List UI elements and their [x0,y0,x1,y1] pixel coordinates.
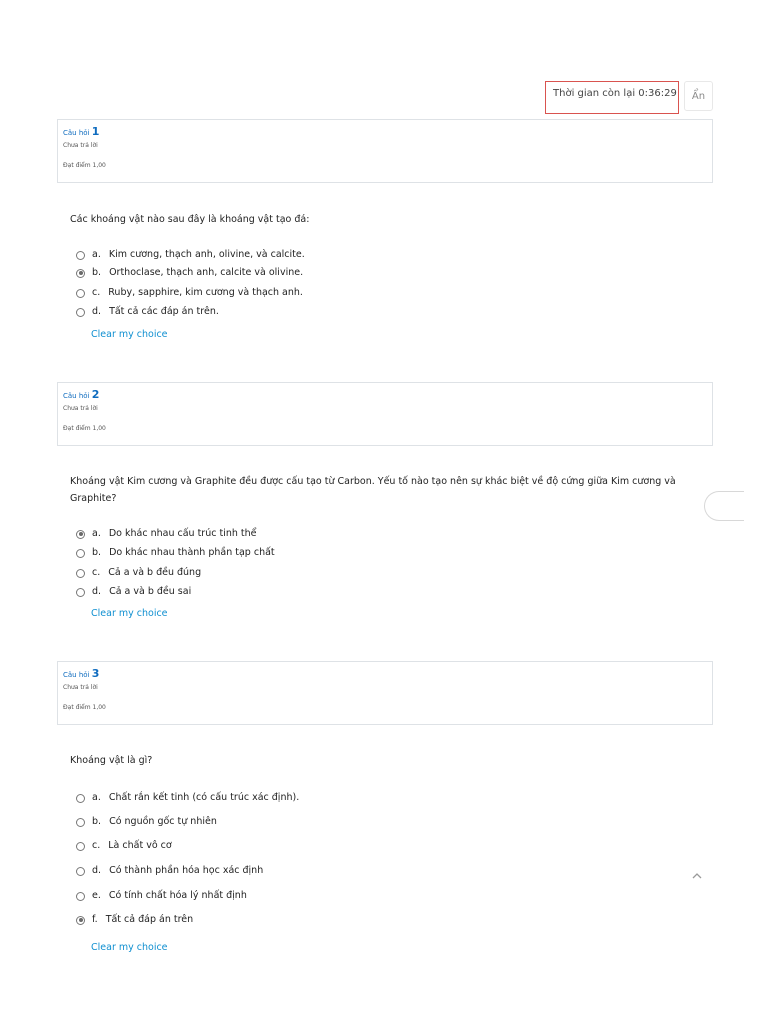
answer-option[interactable]: d. Tất cả các đáp án trên. [76,305,219,319]
question-number: Câu hỏi 1 [63,125,100,138]
answer-option[interactable]: b. Có nguồn gốc tự nhiên [76,815,217,829]
clear-choice-link[interactable]: Clear my choice [91,608,168,619]
question-number: Câu hỏi 3 [63,667,100,680]
radio-button[interactable] [76,269,85,278]
hide-timer-button[interactable]: Ẩn [684,81,713,111]
question-marks: Đạt điểm 1,00 [63,704,106,711]
question-number: Câu hỏi 2 [63,388,100,401]
question-marks: Đạt điểm 1,00 [63,425,106,432]
question-status: Chưa trả lời [63,142,98,149]
radio-button[interactable] [76,867,85,876]
answer-option[interactable]: c. Là chất vô cơ [76,839,172,853]
radio-button[interactable] [76,818,85,827]
quiz-timer [545,81,679,114]
radio-button[interactable] [76,794,85,803]
question-info-2 [57,382,713,446]
timer-label: Thời gian còn lại [553,88,636,99]
answer-option[interactable]: d. Cả a và b đều sai [76,585,191,599]
question-text-1: Các khoáng vật nào sau đây là khoáng vật tạo đá: [70,214,310,225]
timer-value: 0:36:29 [638,88,677,99]
clear-choice-link[interactable]: Clear my choice [91,942,168,953]
question-status: Chưa trả lời [63,405,98,412]
answer-option[interactable]: b. Do khác nhau thành phần tạp chất [76,546,275,560]
answer-option[interactable]: b. Orthoclase, thạch anh, calcite và olivine. [76,266,303,280]
radio-button[interactable] [76,916,85,925]
radio-button[interactable] [76,251,85,260]
radio-button[interactable] [76,289,85,298]
answer-option[interactable]: f. Tất cả đáp án trên [76,913,193,927]
answer-option[interactable]: d. Có thành phần hóa học xác định [76,864,263,878]
radio-button[interactable] [76,308,85,317]
radio-button[interactable] [76,549,85,558]
question-info-3 [57,661,713,725]
question-status: Chưa trả lời [63,684,98,691]
answer-option[interactable]: a. Chất rắn kết tinh (có cấu trúc xác định). [76,791,299,805]
clear-choice-link[interactable]: Clear my choice [91,329,168,340]
answer-option[interactable]: e. Có tính chất hóa lý nhất định [76,889,247,903]
chevron-up-icon[interactable] [688,870,706,888]
answer-option[interactable]: a. Kim cương, thạch anh, olivine, và calcite. [76,248,305,262]
radio-button[interactable] [76,530,85,539]
radio-button[interactable] [76,842,85,851]
question-text-2: Khoáng vật Kim cương và Graphite đều được cấu tạo từ Carbon. Yếu tố nào tạo nên sự khác biệt về độ cứng giữa Kim cương và Graphite? [70,476,676,504]
answer-option[interactable]: c. Ruby, sapphire, kim cương và thạch anh. [76,286,303,300]
question-text-3: Khoáng vật là gì? [70,755,153,766]
drawer-toggle-icon[interactable] [704,491,744,521]
answer-option[interactable]: c. Cả a và b đều đúng [76,566,201,580]
radio-button[interactable] [76,892,85,901]
question-info-1 [57,119,713,183]
question-marks: Đạt điểm 1,00 [63,162,106,169]
radio-button[interactable] [76,569,85,578]
radio-button[interactable] [76,588,85,597]
answer-option[interactable]: a. Do khác nhau cấu trúc tinh thể [76,527,256,541]
